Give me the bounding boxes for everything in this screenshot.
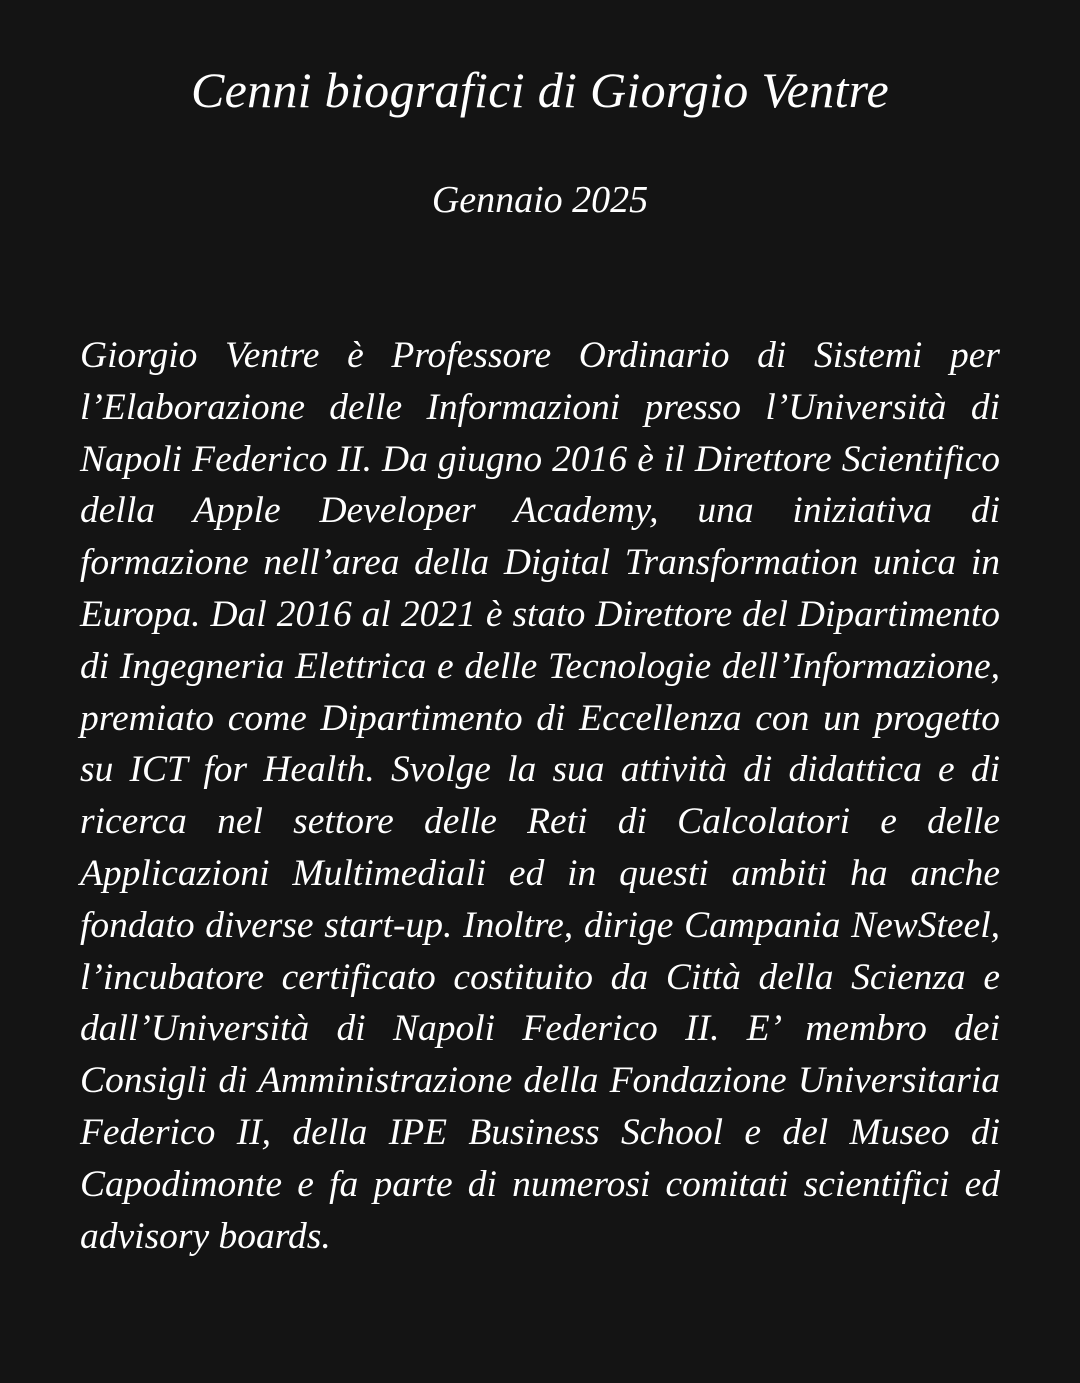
biography-paragraph: Giorgio Ventre è Professore Ordinario di Sistemi per l’Elaborazione delle Informazioni presso l’Università di Napoli Federico II. Da giugno 2016 è il Direttore Scientifico della Apple Developer Academy, una iniziativa di formazione nell’area della Digital Transformation unica in Europa. Dal 2016 al 2021 è stato Direttore del Dipartimento di Ingegneria Elettrica e delle Tecnologie dell’Informazione, premiato come Dipartimento di Eccellenza con un progetto su ICT for Health. Svolge la sua attività di didattica e di ricerca nel settore delle Reti di Calcolatori e delle Applicazioni Multimediali ed in questi ambiti ha anche fondato diverse start-up. Inoltre, dirige Campania NewSteel, l’incubatore certificato costituito da Città della Scienza e dall’Università di Napoli Federico II. E’ membro dei Consigli di Amministrazione della Fondazione Universitaria Federico II, della IPE Business School e del Museo di Capodimonte e fa parte di numerosi comitati scientifici ed advisory boards. (80, 335, 1000, 1257)
document-date: Gennaio 2025 (431, 179, 649, 221)
document-title: Cenni biografici di Giorgio Ventre (190, 62, 890, 118)
